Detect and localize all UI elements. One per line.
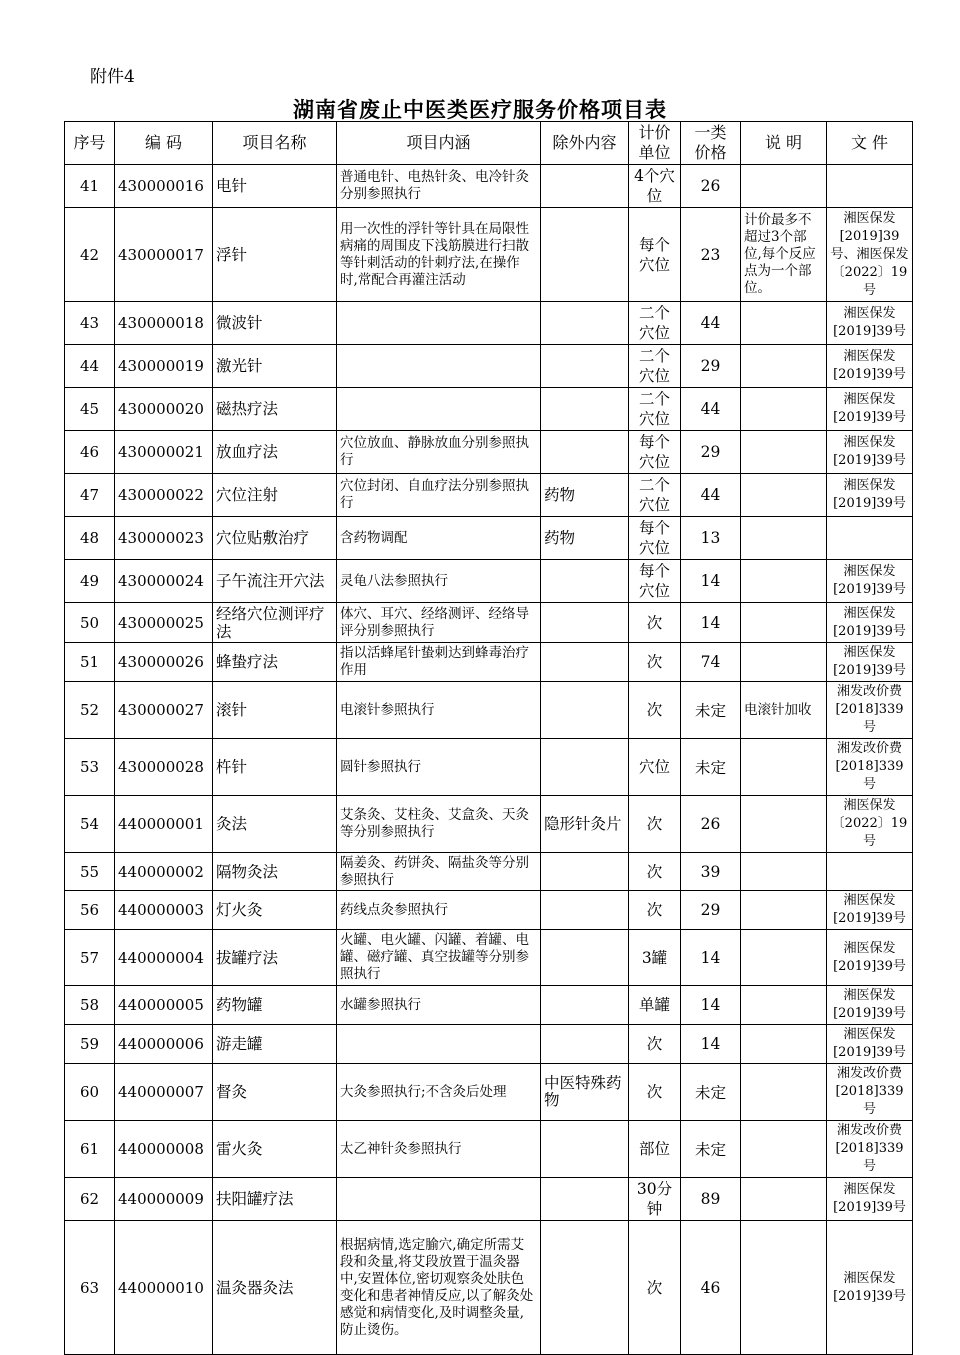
doc-cell: 湘发改价费[2018]339号 bbox=[827, 739, 913, 796]
price-cell: 29 bbox=[681, 431, 741, 474]
code-cell: 430000022 bbox=[115, 474, 213, 517]
price-cell: 14 bbox=[681, 603, 741, 643]
note-cell bbox=[741, 517, 827, 560]
code-cell: 440000003 bbox=[115, 891, 213, 930]
excluded-cell bbox=[541, 1221, 629, 1355]
note-cell bbox=[741, 431, 827, 474]
price-cell: 44 bbox=[681, 388, 741, 431]
doc-cell: 湘医保发[2019]39号 bbox=[827, 560, 913, 603]
price-cell: 未定 bbox=[681, 1121, 741, 1178]
seq-cell: 55 bbox=[65, 853, 115, 891]
price-cell: 未定 bbox=[681, 739, 741, 796]
doc-cell: 湘发改价费[2018]339号 bbox=[827, 682, 913, 739]
code-cell: 440000006 bbox=[115, 1025, 213, 1064]
code-cell: 430000023 bbox=[115, 517, 213, 560]
name-cell: 隔物灸法 bbox=[213, 853, 337, 891]
seq-cell: 42 bbox=[65, 208, 115, 302]
excluded-cell bbox=[541, 739, 629, 796]
name-cell: 拔罐疗法 bbox=[213, 930, 337, 986]
doc-cell: 湘发改价费[2018]339号 bbox=[827, 1064, 913, 1121]
doc-cell: 湘医保发[2019]39号 bbox=[827, 930, 913, 986]
price-cell: 23 bbox=[681, 208, 741, 302]
price-cell: 14 bbox=[681, 1025, 741, 1064]
table-row bbox=[65, 474, 913, 517]
table-row bbox=[65, 302, 913, 345]
table-row bbox=[65, 1064, 913, 1121]
name-cell: 微波针 bbox=[213, 302, 337, 345]
unit-cell: 次 bbox=[629, 891, 681, 930]
unit-cell: 30分钟 bbox=[629, 1178, 681, 1221]
table-row bbox=[65, 165, 913, 208]
unit-cell: 4个穴位 bbox=[629, 165, 681, 208]
code-cell: 440000010 bbox=[115, 1221, 213, 1355]
name-cell: 穴位注射 bbox=[213, 474, 337, 517]
seq-cell: 61 bbox=[65, 1121, 115, 1178]
unit-cell: 次 bbox=[629, 1221, 681, 1355]
excluded-cell: 药物 bbox=[541, 474, 629, 517]
price-cell: 26 bbox=[681, 796, 741, 853]
content-cell: 指以活蜂尾针蛰刺达到蜂毒治疗作用 bbox=[337, 643, 541, 682]
seq-cell: 44 bbox=[65, 345, 115, 388]
code-cell: 430000026 bbox=[115, 643, 213, 682]
seq-cell: 60 bbox=[65, 1064, 115, 1121]
content-cell bbox=[337, 1178, 541, 1221]
name-cell: 温灸器灸法 bbox=[213, 1221, 337, 1355]
table-row bbox=[65, 1221, 913, 1355]
header-price-line1: 一类 bbox=[694, 123, 727, 142]
name-cell: 电针 bbox=[213, 165, 337, 208]
unit-cell: 每个穴位 bbox=[629, 431, 681, 474]
unit-cell: 次 bbox=[629, 796, 681, 853]
table-row bbox=[65, 603, 913, 643]
doc-cell: 湘医保发〔2022〕19号 bbox=[827, 796, 913, 853]
price-cell: 未定 bbox=[681, 1064, 741, 1121]
unit-cell: 次 bbox=[629, 1064, 681, 1121]
doc-cell: 湘医保发[2019]39号 bbox=[827, 1178, 913, 1221]
doc-cell bbox=[827, 517, 913, 560]
content-cell: 隔姜灸、药饼灸、隔盐灸等分别参照执行 bbox=[337, 853, 541, 891]
unit-cell: 二个穴位 bbox=[629, 345, 681, 388]
name-cell: 杵针 bbox=[213, 739, 337, 796]
unit-cell: 次 bbox=[629, 643, 681, 682]
note-cell bbox=[741, 1064, 827, 1121]
code-cell: 430000019 bbox=[115, 345, 213, 388]
header-name: 项目名称 bbox=[213, 122, 337, 165]
table-row bbox=[65, 345, 913, 388]
header-price bbox=[681, 122, 741, 165]
note-cell bbox=[741, 853, 827, 891]
name-cell: 放血疗法 bbox=[213, 431, 337, 474]
unit-cell: 每个穴位 bbox=[629, 208, 681, 302]
excluded-cell bbox=[541, 1121, 629, 1178]
excluded-cell bbox=[541, 930, 629, 986]
doc-cell: 湘医保发[2019]39号 bbox=[827, 986, 913, 1025]
content-cell bbox=[337, 1025, 541, 1064]
content-cell: 穴位封闭、自血疗法分别参照执行 bbox=[337, 474, 541, 517]
price-cell: 29 bbox=[681, 345, 741, 388]
excluded-cell bbox=[541, 1178, 629, 1221]
seq-cell: 58 bbox=[65, 986, 115, 1025]
table-row bbox=[65, 1025, 913, 1064]
name-cell: 滚针 bbox=[213, 682, 337, 739]
unit-cell: 每个穴位 bbox=[629, 517, 681, 560]
content-cell bbox=[337, 345, 541, 388]
price-cell: 74 bbox=[681, 643, 741, 682]
seq-cell: 54 bbox=[65, 796, 115, 853]
content-cell: 火罐、电火罐、闪罐、着罐、电罐、磁疗罐、真空拔罐等分别参照执行 bbox=[337, 930, 541, 986]
note-cell bbox=[741, 474, 827, 517]
doc-cell: 湘医保发[2019]39号 bbox=[827, 474, 913, 517]
header-content: 项目内涵 bbox=[337, 122, 541, 165]
header-unit bbox=[629, 122, 681, 165]
price-cell: 29 bbox=[681, 891, 741, 930]
code-cell: 440000001 bbox=[115, 796, 213, 853]
doc-cell bbox=[827, 165, 913, 208]
note-cell bbox=[741, 1121, 827, 1178]
note-cell bbox=[741, 1221, 827, 1355]
seq-cell: 52 bbox=[65, 682, 115, 739]
table-row bbox=[65, 431, 913, 474]
price-cell: 44 bbox=[681, 302, 741, 345]
content-cell: 体穴、耳穴、经络测评、经络导评分别参照执行 bbox=[337, 603, 541, 643]
code-cell: 440000002 bbox=[115, 853, 213, 891]
price-cell: 46 bbox=[681, 1221, 741, 1355]
name-cell: 督灸 bbox=[213, 1064, 337, 1121]
doc-cell: 湘医保发[2019]39号 bbox=[827, 302, 913, 345]
name-cell: 激光针 bbox=[213, 345, 337, 388]
excluded-cell bbox=[541, 208, 629, 302]
doc-cell bbox=[827, 853, 913, 891]
content-cell: 穴位放血、静脉放血分别参照执行 bbox=[337, 431, 541, 474]
excluded-cell bbox=[541, 431, 629, 474]
unit-cell: 单罐 bbox=[629, 986, 681, 1025]
header-note: 说 明 bbox=[741, 122, 827, 165]
seq-cell: 53 bbox=[65, 739, 115, 796]
name-cell: 灯火灸 bbox=[213, 891, 337, 930]
note-cell bbox=[741, 1178, 827, 1221]
excluded-cell bbox=[541, 1025, 629, 1064]
doc-cell: 湘医保发[2019]39号 bbox=[827, 431, 913, 474]
note-cell bbox=[741, 302, 827, 345]
note-cell bbox=[741, 643, 827, 682]
note-cell bbox=[741, 796, 827, 853]
doc-cell: 湘医保发[2019]39号 bbox=[827, 891, 913, 930]
doc-cell: 湘医保发[2019]39号 bbox=[827, 388, 913, 431]
unit-cell: 3罐 bbox=[629, 930, 681, 986]
excluded-cell bbox=[541, 345, 629, 388]
name-cell: 蜂蛰疗法 bbox=[213, 643, 337, 682]
note-cell bbox=[741, 891, 827, 930]
content-cell: 水罐参照执行 bbox=[337, 986, 541, 1025]
name-cell: 药物罐 bbox=[213, 986, 337, 1025]
excluded-cell bbox=[541, 682, 629, 739]
unit-cell: 穴位 bbox=[629, 739, 681, 796]
seq-cell: 63 bbox=[65, 1221, 115, 1355]
note-cell: 计价最多不超过3个部位,每个反应点为一个部位。 bbox=[741, 208, 827, 302]
doc-cell: 湘医保发[2019]39号 bbox=[827, 603, 913, 643]
code-cell: 440000008 bbox=[115, 1121, 213, 1178]
table-row bbox=[65, 1178, 913, 1221]
doc-cell: 湘医保发[2019]39号 bbox=[827, 643, 913, 682]
excluded-cell bbox=[541, 388, 629, 431]
table-row bbox=[65, 891, 913, 930]
content-cell bbox=[337, 302, 541, 345]
content-cell: 含药物调配 bbox=[337, 517, 541, 560]
header-seq: 序号 bbox=[65, 122, 115, 165]
name-cell: 子午流注开穴法 bbox=[213, 560, 337, 603]
table-row bbox=[65, 853, 913, 891]
excluded-cell: 隐形针灸片 bbox=[541, 796, 629, 853]
doc-cell: 湘医保发[2019]39号 bbox=[827, 345, 913, 388]
seq-cell: 47 bbox=[65, 474, 115, 517]
doc-cell: 湘医保发[2019]39号 bbox=[827, 1025, 913, 1064]
doc-cell: 湘发改价费[2018]339号 bbox=[827, 1121, 913, 1178]
excluded-cell bbox=[541, 302, 629, 345]
note-cell bbox=[741, 930, 827, 986]
unit-cell: 二个穴位 bbox=[629, 474, 681, 517]
content-cell: 太乙神针灸参照执行 bbox=[337, 1121, 541, 1178]
seq-cell: 59 bbox=[65, 1025, 115, 1064]
price-cell: 13 bbox=[681, 517, 741, 560]
table-row bbox=[65, 388, 913, 431]
note-cell bbox=[741, 739, 827, 796]
table-row bbox=[65, 739, 913, 796]
note-cell bbox=[741, 560, 827, 603]
name-cell: 游走罐 bbox=[213, 1025, 337, 1064]
note-cell bbox=[741, 1025, 827, 1064]
price-cell: 44 bbox=[681, 474, 741, 517]
unit-cell: 次 bbox=[629, 682, 681, 739]
content-cell: 大灸参照执行;不含灸后处理 bbox=[337, 1064, 541, 1121]
note-cell bbox=[741, 986, 827, 1025]
content-cell: 药线点灸参照执行 bbox=[337, 891, 541, 930]
content-cell: 圆针参照执行 bbox=[337, 739, 541, 796]
code-cell: 430000024 bbox=[115, 560, 213, 603]
header-row bbox=[65, 122, 913, 165]
table-row bbox=[65, 682, 913, 739]
table-row bbox=[65, 208, 913, 302]
doc-cell: 湘医保发[2019]39号、湘医保发〔2022〕19号 bbox=[827, 208, 913, 302]
unit-cell: 二个穴位 bbox=[629, 388, 681, 431]
unit-cell: 二个穴位 bbox=[629, 302, 681, 345]
content-cell: 根据病情,选定腧穴,确定所需艾段和灸量,将艾段放置于温灸器中,安置体位,密切观察灸处肤色变化和患者神情反应,以了解灸处感觉和病情变化,及时调整灸量,防止烫伤。 bbox=[337, 1221, 541, 1355]
unit-cell: 次 bbox=[629, 1025, 681, 1064]
code-cell: 440000004 bbox=[115, 930, 213, 986]
attachment-label: 附件4 bbox=[90, 67, 135, 87]
excluded-cell bbox=[541, 986, 629, 1025]
unit-cell: 每个穴位 bbox=[629, 560, 681, 603]
header-doc: 文 件 bbox=[827, 122, 913, 165]
note-cell bbox=[741, 345, 827, 388]
price-cell: 14 bbox=[681, 986, 741, 1025]
content-cell: 普通电针、电热针灸、电冷针灸分别参照执行 bbox=[337, 165, 541, 208]
unit-cell: 次 bbox=[629, 853, 681, 891]
note-cell bbox=[741, 603, 827, 643]
header-unit-line2: 单位 bbox=[638, 143, 671, 162]
seq-cell: 50 bbox=[65, 603, 115, 643]
code-cell: 430000027 bbox=[115, 682, 213, 739]
code-cell: 440000005 bbox=[115, 986, 213, 1025]
table-row bbox=[65, 796, 913, 853]
header-excluded: 除外内容 bbox=[541, 122, 629, 165]
unit-cell: 次 bbox=[629, 603, 681, 643]
seq-cell: 57 bbox=[65, 930, 115, 986]
table-row bbox=[65, 1121, 913, 1178]
code-cell: 440000009 bbox=[115, 1178, 213, 1221]
header-code: 编 码 bbox=[115, 122, 213, 165]
unit-cell: 部位 bbox=[629, 1121, 681, 1178]
excluded-cell bbox=[541, 165, 629, 208]
seq-cell: 43 bbox=[65, 302, 115, 345]
name-cell: 穴位贴敷治疗 bbox=[213, 517, 337, 560]
excluded-cell: 药物 bbox=[541, 517, 629, 560]
name-cell: 灸法 bbox=[213, 796, 337, 853]
price-cell: 89 bbox=[681, 1178, 741, 1221]
code-cell: 430000018 bbox=[115, 302, 213, 345]
price-cell: 39 bbox=[681, 853, 741, 891]
seq-cell: 41 bbox=[65, 165, 115, 208]
code-cell: 430000025 bbox=[115, 603, 213, 643]
seq-cell: 51 bbox=[65, 643, 115, 682]
content-cell: 艾条灸、艾柱灸、艾盒灸、天灸等分别参照执行 bbox=[337, 796, 541, 853]
code-cell: 430000017 bbox=[115, 208, 213, 302]
excluded-cell: 中医特殊药物 bbox=[541, 1064, 629, 1121]
seq-cell: 48 bbox=[65, 517, 115, 560]
price-cell: 26 bbox=[681, 165, 741, 208]
excluded-cell bbox=[541, 603, 629, 643]
seq-cell: 56 bbox=[65, 891, 115, 930]
table-row bbox=[65, 930, 913, 986]
price-cell: 14 bbox=[681, 930, 741, 986]
table-row bbox=[65, 986, 913, 1025]
excluded-cell bbox=[541, 891, 629, 930]
page-title: 湖南省废止中医类医疗服务价格项目表 bbox=[293, 97, 667, 122]
code-cell: 430000016 bbox=[115, 165, 213, 208]
table-row bbox=[65, 517, 913, 560]
content-cell: 电滚针参照执行 bbox=[337, 682, 541, 739]
note-cell bbox=[741, 165, 827, 208]
name-cell: 扶阳罐疗法 bbox=[213, 1178, 337, 1221]
header-price-line2: 价格 bbox=[694, 143, 727, 162]
note-cell: 电滚针加收 bbox=[741, 682, 827, 739]
header-unit-line1: 计价 bbox=[638, 123, 671, 142]
code-cell: 430000028 bbox=[115, 739, 213, 796]
content-cell: 用一次性的浮针等针具在局限性病痛的周围皮下浅筋膜进行扫散等针刺活动的针刺疗法,在操作时,常配合再灌注活动 bbox=[337, 208, 541, 302]
code-cell: 430000020 bbox=[115, 388, 213, 431]
price-cell: 14 bbox=[681, 560, 741, 603]
table-row bbox=[65, 643, 913, 682]
code-cell: 440000007 bbox=[115, 1064, 213, 1121]
excluded-cell bbox=[541, 853, 629, 891]
price-cell: 未定 bbox=[681, 682, 741, 739]
note-cell bbox=[741, 388, 827, 431]
table-row bbox=[65, 560, 913, 603]
excluded-cell bbox=[541, 643, 629, 682]
name-cell: 磁热疗法 bbox=[213, 388, 337, 431]
price-table bbox=[64, 121, 913, 1355]
excluded-cell bbox=[541, 560, 629, 603]
seq-cell: 62 bbox=[65, 1178, 115, 1221]
content-cell: 灵龟八法参照执行 bbox=[337, 560, 541, 603]
name-cell: 浮针 bbox=[213, 208, 337, 302]
name-cell: 经络穴位测评疗法 bbox=[213, 603, 337, 643]
seq-cell: 49 bbox=[65, 560, 115, 603]
content-cell bbox=[337, 388, 541, 431]
code-cell: 430000021 bbox=[115, 431, 213, 474]
seq-cell: 45 bbox=[65, 388, 115, 431]
name-cell: 雷火灸 bbox=[213, 1121, 337, 1178]
seq-cell: 46 bbox=[65, 431, 115, 474]
doc-cell: 湘医保发[2019]39号 bbox=[827, 1221, 913, 1355]
